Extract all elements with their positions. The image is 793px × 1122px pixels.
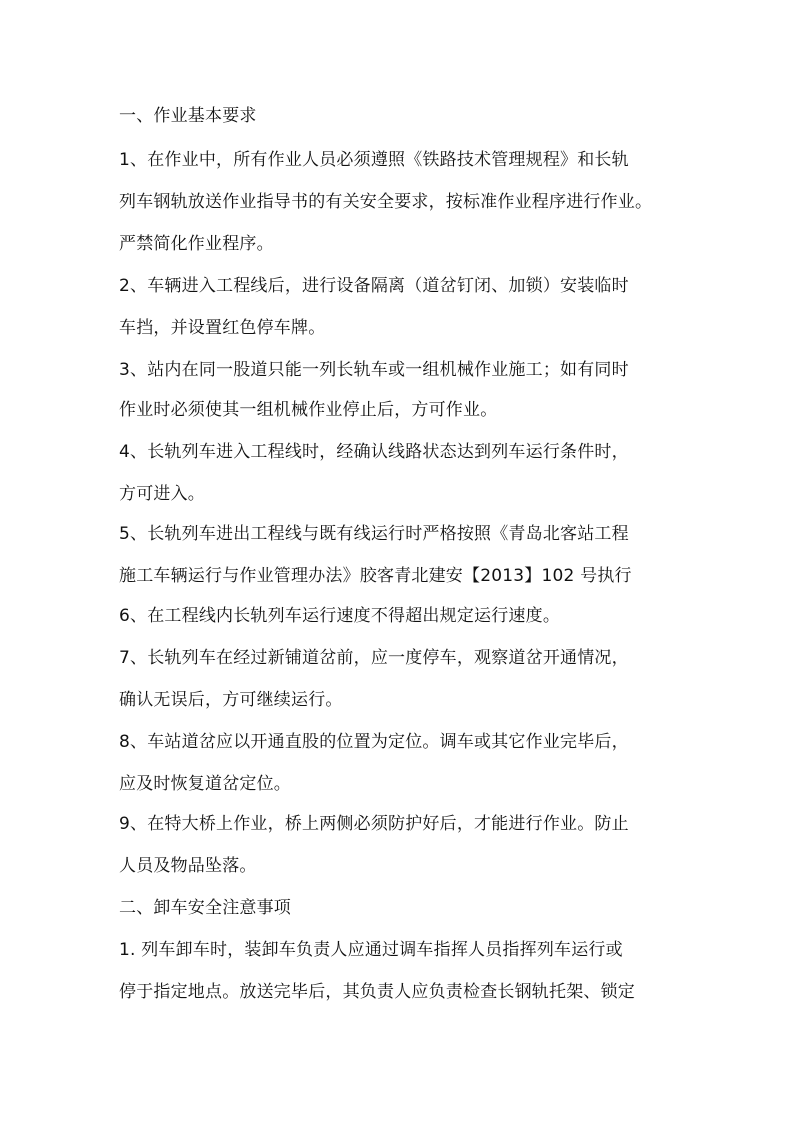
text-line: 8、车站道岔应以开通直股的位置为定位。调车或其它作业完毕后， [119, 732, 629, 752]
text-line: 4、长轨列车进入工程线时，经确认线路状态达到列车运行条件时， [119, 442, 629, 462]
text-line: 方可进入。 [119, 484, 205, 504]
text-line: 施工车辆运行与作业管理办法》胶客青北建安【2013】102 号执行 [119, 566, 632, 586]
text-line: 7、长轨列车在经过新铺道岔前，应一度停车，观察道岔开通情况， [119, 648, 629, 668]
text-line: 3、站内在同一股道只能一列长轨车或一组机械作业施工；如有同时 [119, 360, 629, 380]
text-line: 严禁简化作业程序。 [119, 234, 274, 254]
text-line: 5、长轨列车进出工程线与既有线运行时严格按照《青岛北客站工程 [119, 524, 629, 544]
text-line: 列车钢轨放送作业指导书的有关安全要求，按标准作业程序进行作业。 [119, 192, 653, 212]
text-line: 2、车辆进入工程线后，进行设备隔离（道岔钉闭、加锁）安装临时 [119, 276, 629, 296]
text-line: 作业时必须使其一组机械作业停止后，方可作业。 [119, 400, 498, 420]
text-line: 确认无误后，方可继续运行。 [119, 690, 343, 710]
text-line: 车挡，并设置红色停车牌。 [119, 318, 326, 338]
section-heading-1: 一、作业基本要求 [119, 106, 257, 126]
text-line: 1. 列车卸车时，装卸车负责人应通过调车指挥人员指挥列车运行或 [119, 940, 623, 960]
text-line: 1、在作业中，所有作业人员必须遵照《铁路技术管理规程》和长轨 [119, 150, 629, 170]
text-line: 停于指定地点。放送完毕后，其负责人应负责检查长钢轨托架、锁定 [119, 982, 635, 1002]
text-line: 应及时恢复道岔定位。 [119, 774, 291, 794]
text-line: 9、在特大桥上作业，桥上两侧必须防护好后，才能进行作业。防止 [119, 814, 629, 834]
text-line: 人员及物品坠落。 [119, 856, 257, 876]
text-line: 6、在工程线内长轨列车运行速度不得超出规定运行速度。 [119, 606, 561, 626]
section-heading-2: 二、卸车安全注意事项 [119, 898, 291, 918]
